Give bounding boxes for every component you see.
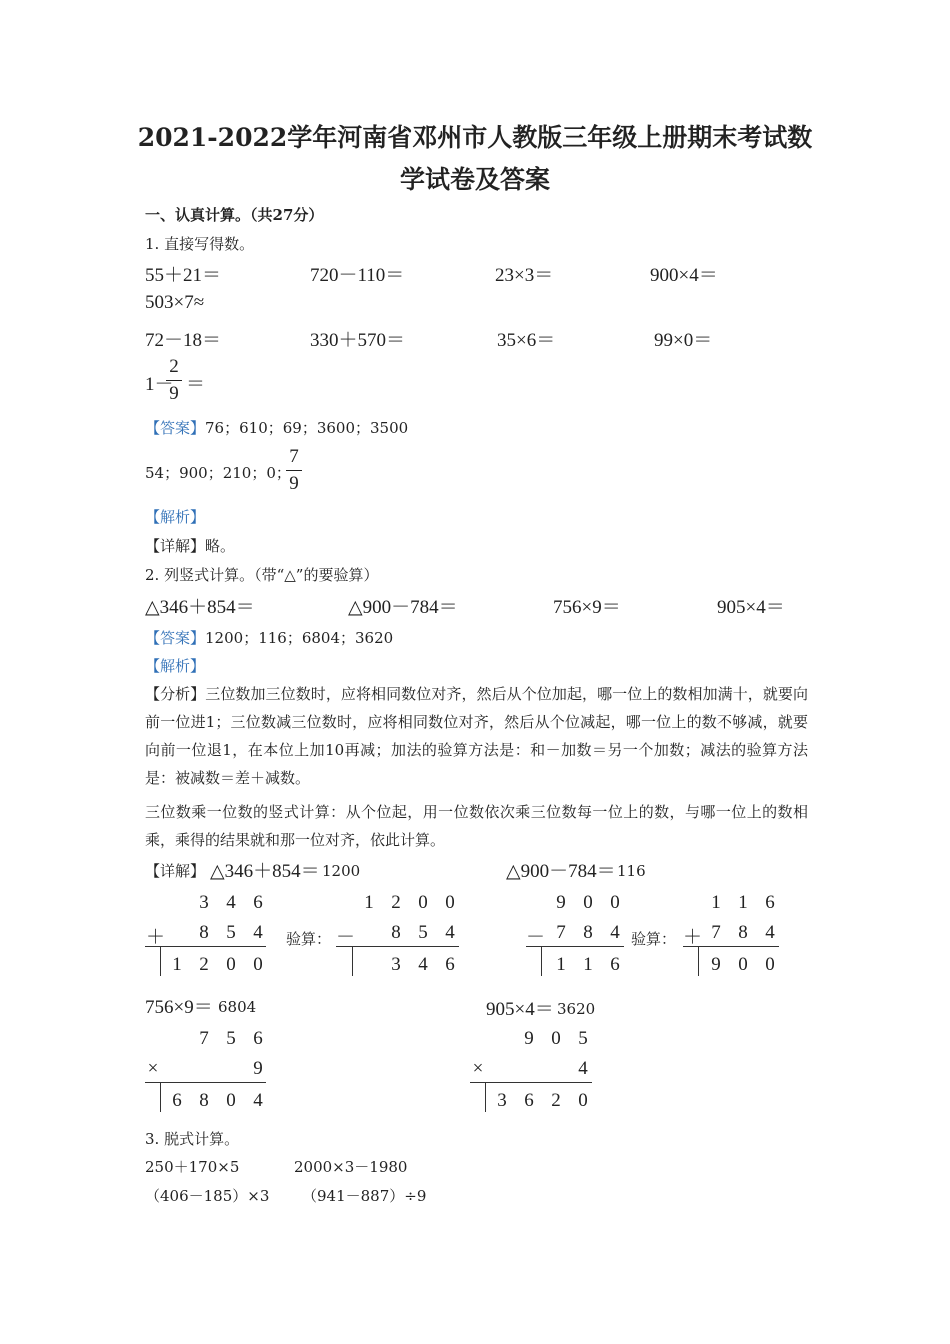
result-digit: 6	[172, 1090, 182, 1111]
result-digit: 1	[556, 954, 566, 975]
answer-text: 76；610；69；3600；3500	[205, 419, 409, 437]
q2-label: 2. 列竖式计算。（带“△”的要验算）	[145, 566, 379, 584]
top-digit: 1	[711, 892, 721, 913]
detail-tag: 【详解】	[145, 862, 206, 880]
bottom-digit: 4	[578, 1058, 588, 1079]
bracket-line	[541, 946, 542, 976]
q1-expr: 72－18＝	[145, 330, 222, 351]
fraction-numerator: 2	[169, 356, 179, 377]
q3-expr: （941－887）÷9	[302, 1187, 427, 1205]
sum-line	[336, 946, 459, 947]
result-digit: 1	[583, 954, 593, 975]
bottom-digit: 8	[738, 922, 748, 943]
bottom-digit: 8	[583, 922, 593, 943]
bottom-digit: 9	[253, 1058, 263, 1079]
answer-line	[145, 417, 408, 438]
detail-result: 3620	[557, 1000, 596, 1018]
top-digit: 0	[610, 892, 620, 913]
top-digit: 1	[364, 892, 374, 913]
sum-line	[470, 1082, 592, 1083]
result-digit: 6	[524, 1090, 534, 1111]
analysis-paragraph-2: 三位数乘一位数的竖式计算：从个位起，用一位数依次乘三位数每一位上的数，与哪一位上的数相乘，乘得的结果就和那一位对齐，依此计算。	[145, 803, 808, 849]
detail-expr: 905×4＝	[486, 999, 554, 1020]
answer-text: 1200；116；6804；3620	[205, 629, 394, 647]
detail-expr: 756×9＝	[145, 997, 213, 1018]
bottom-digit: 5	[226, 922, 236, 943]
detail-expr: △900－784＝	[506, 861, 616, 882]
top-digit: 2	[391, 892, 401, 913]
answer-tag: 【答案】	[145, 419, 206, 437]
q2-expr: 905×4＝	[717, 597, 785, 618]
top-digit: 0	[551, 1028, 561, 1049]
q3-expr: （406－185）×3	[145, 1187, 270, 1205]
q1-expr: 23×3＝	[495, 265, 554, 286]
bracket-line	[698, 946, 699, 976]
page-title-line2: 学试卷及答案	[399, 165, 550, 194]
result-digit: 4	[253, 1090, 263, 1111]
bottom-digit: 4	[253, 922, 263, 943]
detail-result: 1200	[322, 862, 361, 880]
section-heading: 一、认真计算。（共27分）	[145, 206, 324, 224]
q3-expr: 250＋170×5	[145, 1158, 240, 1176]
operator-sign: －	[526, 927, 546, 948]
bracket-line	[352, 946, 353, 976]
analysis-tag: 【解析】	[145, 508, 206, 526]
q1-expr: 900×4＝	[650, 265, 718, 286]
result-digit: 0	[226, 954, 236, 975]
q1-frac-prefix: 1－	[145, 374, 174, 395]
bottom-digit: 4	[445, 922, 455, 943]
result-digit: 3	[497, 1090, 507, 1111]
top-digit: 7	[199, 1028, 209, 1049]
result-digit: 3	[391, 954, 401, 975]
result-digit: 0	[578, 1090, 588, 1111]
bracket-line	[485, 1082, 486, 1112]
top-digit: 0	[583, 892, 593, 913]
bottom-digit: 8	[391, 922, 401, 943]
analysis-tag: 【解析】	[145, 657, 206, 675]
operator-sign: －	[336, 927, 356, 948]
result-digit: 0	[738, 954, 748, 975]
q1-fraction	[166, 356, 182, 404]
top-digit: 1	[738, 892, 748, 913]
bracket-line	[160, 946, 161, 976]
bottom-digit: 7	[711, 922, 721, 943]
sum-line	[145, 946, 266, 947]
analysis-paragraph-1: 【分析】三位数加三位数时，应将相同数位对齐，然后从个位加起，哪一位上的数相加满十，就要向前一位进1；三位数减三位数时，应将相同数位对齐，然后从个位减起，哪一位上的数不够减，就要向前一位退1，在本位上加10再减；加法的验算方法是：和－加数＝另一个加数；减法的验算方法是：被减数＝差＋减数。	[145, 685, 808, 787]
result-digit: 0	[226, 1090, 236, 1111]
bracket-line	[160, 1082, 161, 1112]
q2-expr: △346＋854＝	[145, 597, 255, 618]
detail-text: 【详解】略。	[145, 537, 236, 555]
sum-line	[145, 1082, 266, 1083]
q1-expr: 720－110＝	[310, 265, 405, 286]
top-digit: 5	[578, 1028, 588, 1049]
operator-sign: ＋	[146, 927, 166, 948]
top-digit: 3	[199, 892, 209, 913]
q3-label: 3. 脱式计算。	[145, 1130, 240, 1148]
top-digit: 6	[765, 892, 775, 913]
fraction-denominator: 9	[169, 383, 179, 404]
q1-expr: 503×7≈	[145, 292, 205, 313]
result-digit: 8	[199, 1090, 209, 1111]
result-digit: 6	[445, 954, 455, 975]
top-digit: 9	[524, 1028, 534, 1049]
q1-expr: 99×0＝	[654, 330, 713, 351]
answer-line-2: 54；900；210；0；	[145, 464, 291, 482]
answer-tag: 【答案】	[145, 629, 206, 647]
answer-fraction	[286, 446, 302, 494]
answer-line	[145, 627, 393, 648]
q1-frac-suffix: ＝	[186, 374, 206, 395]
result-digit: 0	[253, 954, 263, 975]
result-digit: 4	[418, 954, 428, 975]
result-digit: 9	[711, 954, 721, 975]
top-digit: 6	[253, 892, 263, 913]
q2-expr: 756×9＝	[553, 597, 621, 618]
detail-expr: △346＋854＝	[210, 861, 320, 882]
bottom-digit: 8	[199, 922, 209, 943]
result-digit: 0	[765, 954, 775, 975]
result-digit: 2	[551, 1090, 561, 1111]
fraction-denominator: 9	[289, 473, 299, 494]
bottom-digit: 4	[610, 922, 620, 943]
top-digit: 6	[253, 1028, 263, 1049]
result-digit: 6	[610, 954, 620, 975]
result-digit: 1	[172, 954, 182, 975]
bottom-digit: 4	[765, 922, 775, 943]
detail-result: 6804	[218, 998, 257, 1016]
operator-sign: ×	[147, 1058, 159, 1079]
top-digit: 4	[226, 892, 236, 913]
q1-expr: 330＋570＝	[310, 330, 406, 351]
detail-result: 116	[617, 862, 646, 880]
q3-expr: 2000×3－1980	[294, 1158, 408, 1176]
fraction-numerator: 7	[289, 446, 299, 467]
operator-sign: ×	[472, 1058, 484, 1079]
check-label: 验算：	[286, 930, 332, 948]
page-title-line1: 2021-2022学年河南省邓州市人教版三年级上册期末考试数	[137, 123, 813, 152]
q1-expr: 55＋21＝	[145, 265, 222, 286]
q1-label: 1. 直接写得数。	[145, 235, 255, 253]
top-digit: 5	[226, 1028, 236, 1049]
top-digit: 9	[556, 892, 566, 913]
bottom-digit: 5	[418, 922, 428, 943]
result-digit: 2	[199, 954, 209, 975]
top-digit: 0	[418, 892, 428, 913]
top-digit: 0	[445, 892, 455, 913]
bottom-digit: 7	[556, 922, 566, 943]
q1-expr: 35×6＝	[497, 330, 556, 351]
q2-expr: △900－784＝	[348, 597, 458, 618]
operator-sign: ＋	[683, 927, 703, 948]
check-label: 验算：	[631, 930, 677, 948]
